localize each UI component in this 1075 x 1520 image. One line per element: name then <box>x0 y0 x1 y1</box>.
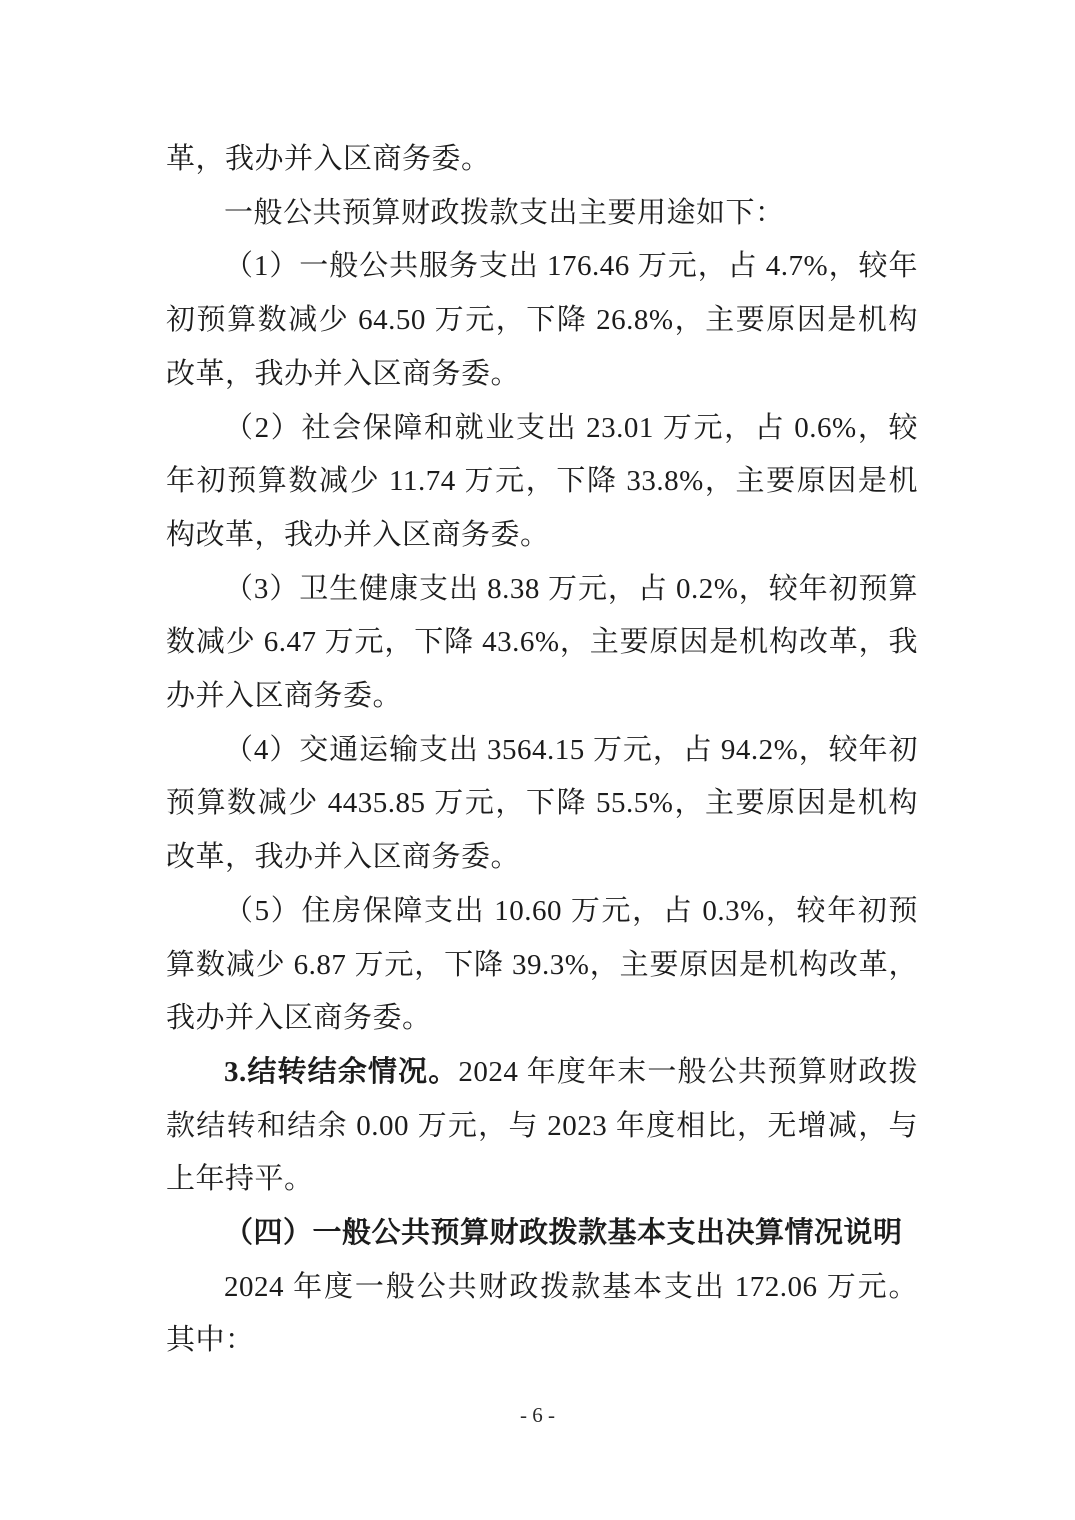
carryover-balance-lead: 3.结转结余情况。 <box>224 1055 459 1088</box>
paragraph-carryover-balance <box>166 1046 918 1207</box>
paragraph-intro: 一般公共预算财政拨款支出主要用途如下： <box>224 196 785 229</box>
paragraph-item-4: （4）交通运输支出 3564.15 万元，占 94.2%，较年初预算数减少 4435.85 万元，下降 55.5%，主要原因是机构改革，我办并入区商务委。 <box>166 733 918 874</box>
paragraph-item-5: （5）住房保障支出 10.60 万元，占 0.3%，较年初预算数减少 6.87 万元，下降 39.3%，主要原因是机构改革，我办并入区商务委。 <box>166 894 918 1035</box>
carryover-balance-text: 2024 年度年末一般公共预算财政拨款结转和结余 0.00 万元，与 2023 年度相比，无增减，与上年持平。 <box>166 1055 918 1196</box>
document-body <box>166 133 918 1368</box>
paragraph-continuation: 革，我办并入区商务委。 <box>166 143 491 175</box>
paragraph-item-1: （1）一般公共服务支出 176.46 万元，占 4.7%，较年初预算数减少 64.50 万元，下降 26.8%，主要原因是机构改革，我办并入区商务委。 <box>166 250 918 390</box>
section-heading-basic-expenditure: （四）一般公共预算财政拨款基本支出决算情况说明 <box>224 1217 903 1250</box>
page-number: - 6 - <box>520 1403 555 1427</box>
paragraph-item-3: （3）卫生健康支出 8.38 万元，占 0.2%，较年初预算数减少 6.47 万元，下降 43.6%，主要原因是机构改革，我办并入区商务委。 <box>166 572 918 713</box>
paragraph-item-2: （2）社会保障和就业支出 23.01 万元，占 0.6%，较年初预算数减少 11.74 万元，下降 33.8%，主要原因是机构改革，我办并入区商务委。 <box>166 411 918 551</box>
paragraph-basic-expenditure-total: 2024 年度一般公共财政拨款基本支出 172.06 万元。其中： <box>166 1270 918 1357</box>
